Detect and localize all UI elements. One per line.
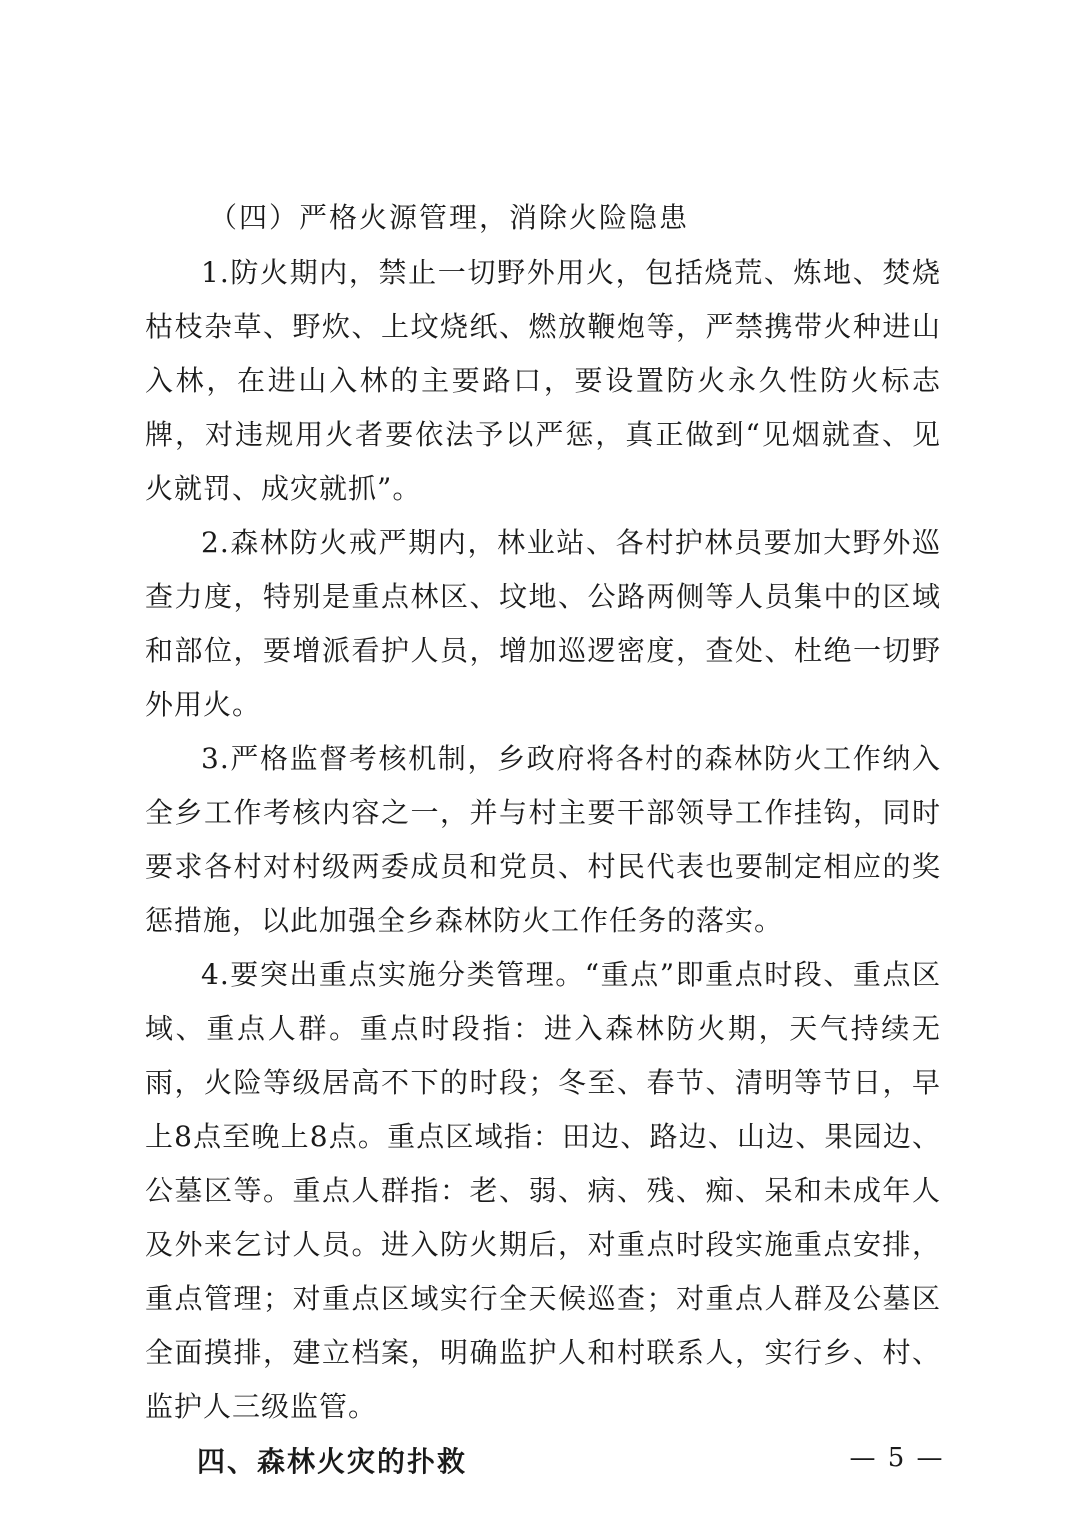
page-number: — 5 — [849,1443,945,1473]
sub-heading: （四）严格火源管理，消除火险隐患 [209,201,690,234]
paragraph-item-2: 2.森林防火戒严期内，林业站、各村护林员要加大野外巡查力度，特别是重点林区、坟地、公路两侧等人员集中的区域和部位，要增派看护人员，增加巡逻密度，查处、杜绝一切野外用火。 [145,526,941,721]
document-body [145,190,941,1490]
paragraph-item-1: 1.防火期内，禁止一切野外用火，包括烧荒、炼地、焚烧枯枝杂草、野炊、上坟烧纸、燃放鞭炮等，严禁携带火种进山入林，在进山入林的主要路口，要设置防火永久性防火标志牌，对违规用火者要依法予以严惩，真正做到“见烟就查、见火就罚、成灾就抓”。 [145,256,941,505]
paragraph-item-3: 3.严格监督考核机制，乡政府将各村的森林防火工作纳入全乡工作考核内容之一，并与村主要干部领导工作挂钩，同时要求各村对村级两委成员和党员、村民代表也要制定相应的奖惩措施，以此加强全乡森林防火工作任务的落实。 [145,742,941,937]
section-heading: 四、森林火灾的扑救 [197,1445,468,1478]
paragraph-item-4: 4.要突出重点实施分类管理。“重点”即重点时段、重点区域、重点人群。重点时段指：进入森林防火期，天气持续无雨，火险等级居高不下的时段；冬至、春节、清明等节日，早上8点至晚上8点。重点区域指：田边、路边、山边、果园边、公墓区等。重点人群指：老、弱、病、残、痴、呆和未成年人及外来乞讨人员。进入防火期后，对重点时段实施重点安排，重点管理；对重点区域实行全天候巡查；对重点人群及公墓区全面摸排，建立档案，明确监护人和村联系人，实行乡、村、监护人三级监管。 [145,958,941,1423]
